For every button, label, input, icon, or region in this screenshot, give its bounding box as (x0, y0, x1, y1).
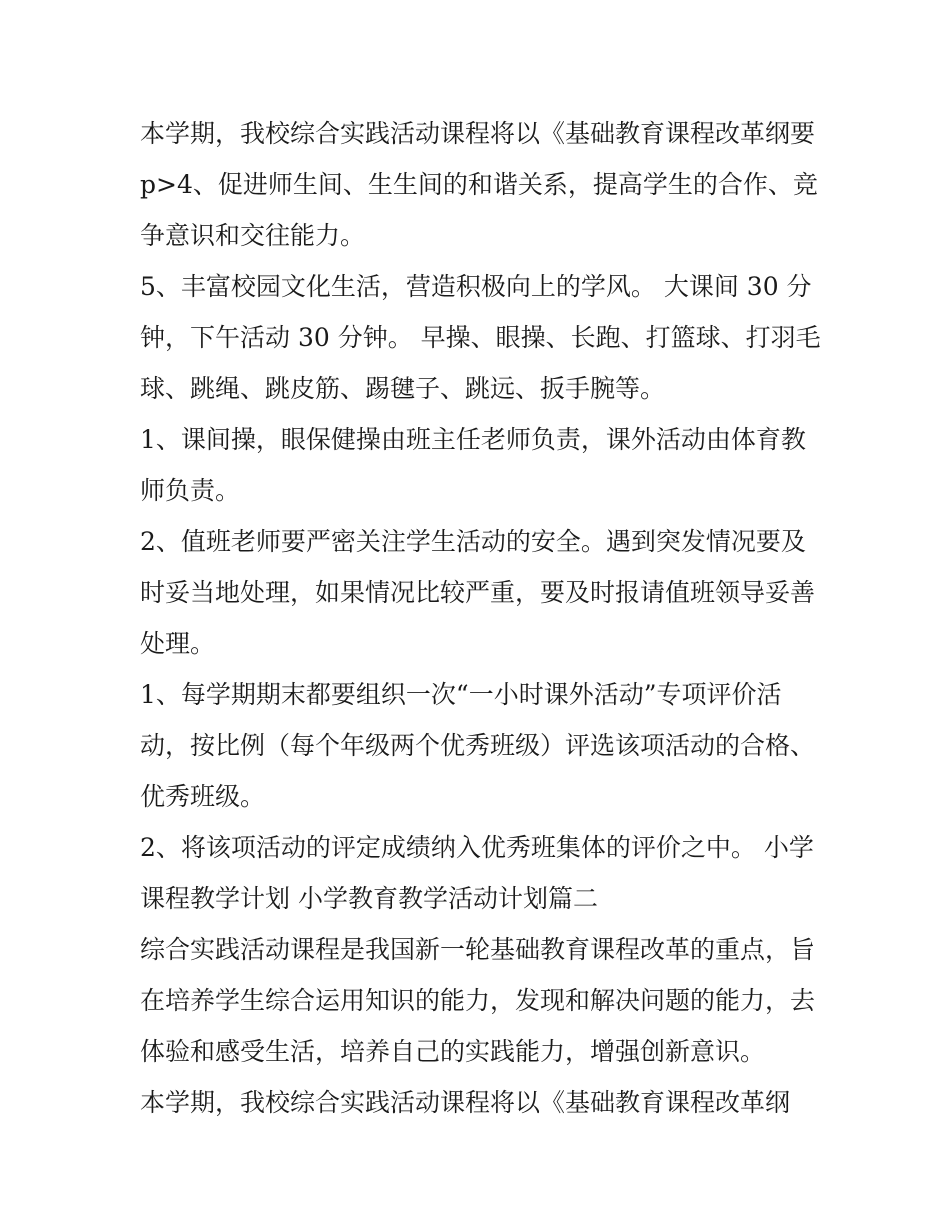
text-line: 时妥当地处理，如果情况比较严重，要及时报请值班领导妥善 (140, 578, 816, 607)
text-line: 2、值班老师要严密关注学生活动的安全。遇到突发情况要及 (140, 527, 806, 556)
text-line: 钟，下午活动 30 分钟。 早操、眼操、长跑、打篮球、打羽毛 (140, 323, 821, 352)
text-line: 在培养学生综合运用知识的能力，发现和解决问题的能力，去 (140, 986, 816, 1015)
text-line: 本学期，我校综合实践活动课程将以《基础教育课程改革纲要 (140, 119, 816, 148)
text-line: 球、跳绳、跳皮筋、踢毽子、跳远、扳手腕等。 (140, 374, 666, 403)
text-line: 体验和感受生活，培养自己的实践能力，增强创新意识。 (140, 1037, 766, 1066)
text-line: 1、课间操，眼保健操由班主任老师负责，课外活动由体育教 (140, 425, 806, 454)
text-line: p>4、促进师生间、生生间的和谐关系，提高学生的合作、竞 (140, 170, 818, 199)
text-line: 本学期，我校综合实践活动课程将以《基础教育课程改革纲 (140, 1088, 791, 1117)
text-line: 1、每学期期末都要组织一次“一小时课外活动”专项评价活 (140, 680, 782, 709)
text-line: 综合实践活动课程是我国新一轮基础教育课程改革的重点，旨 (140, 935, 816, 964)
text-line: 2、将该项活动的评定成绩纳入优秀班集体的评价之中。 小学 (140, 833, 814, 862)
text-line: 处理。 (140, 629, 216, 658)
text-line: 5、丰富校园文化生活，营造积极向上的学风。 大课间 30 分 (140, 272, 812, 301)
text-line: 优秀班级。 (140, 782, 266, 811)
text-line: 争意识和交往能力。 (140, 221, 366, 250)
text-line: 课程教学计划 小学教育教学活动计划篇二 (140, 884, 598, 913)
document-body (140, 108, 830, 1128)
text-line: 动，按比例（每个年级两个优秀班级）评选该项活动的合格、 (140, 731, 816, 760)
text-line: 师负责。 (140, 476, 241, 505)
